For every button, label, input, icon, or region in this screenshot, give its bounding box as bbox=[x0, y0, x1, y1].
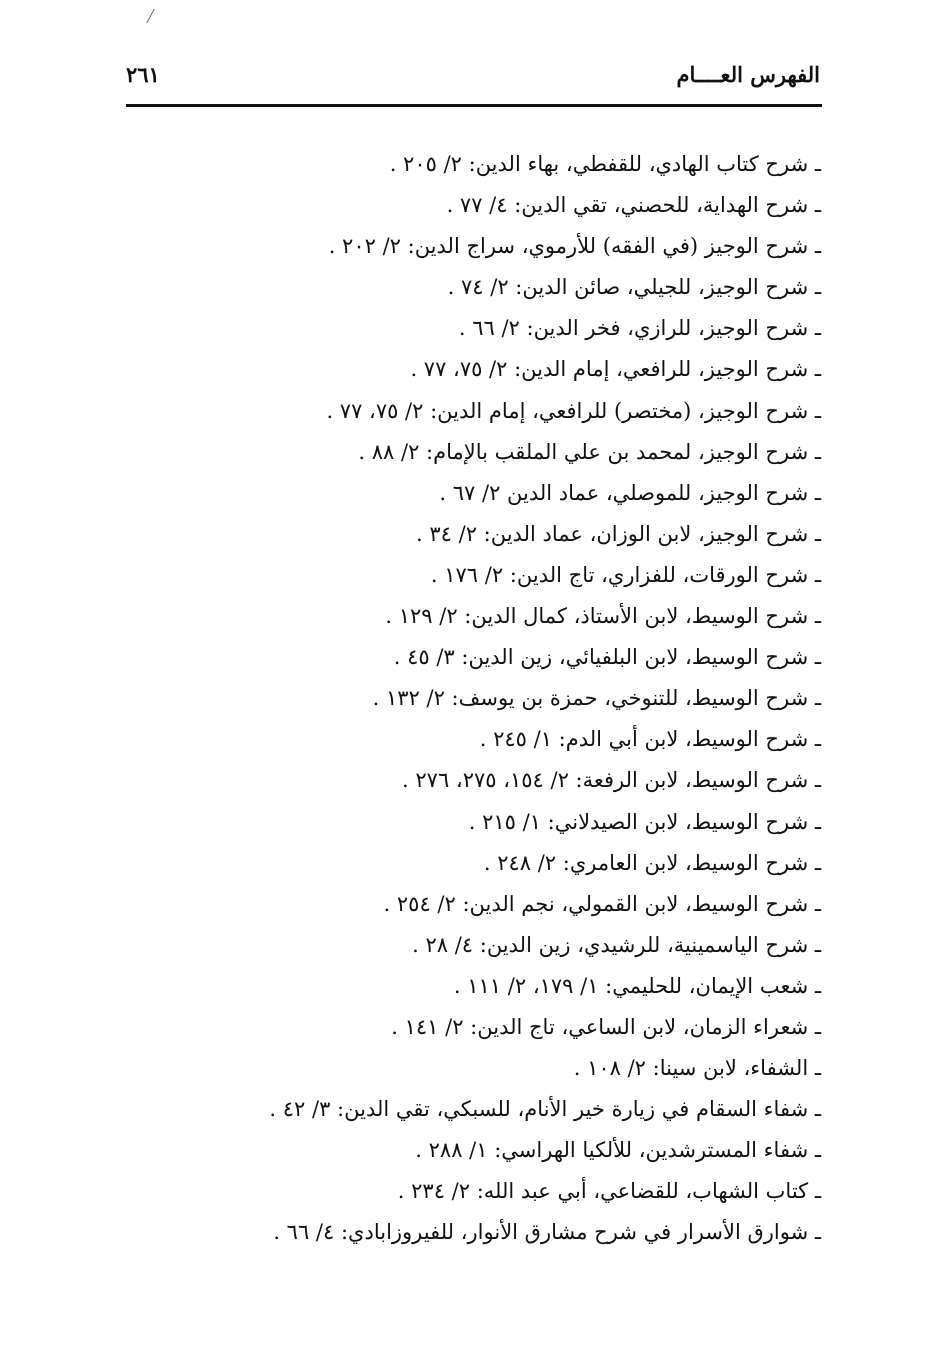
index-entry: ـ شرح الوجيز، لمحمد بن علي الملقب بالإمام: ٢/ ٨٨ . bbox=[358, 439, 821, 464]
index-entry: ـ شرح الياسمينية، للرشيدي، زين الدين: ٤/ ٢٨ . bbox=[412, 932, 821, 957]
index-entry: ـ شعراء الزمان، لابن الساعي، تاج الدين: ٢/ ١٤١ . bbox=[391, 1014, 821, 1039]
index-entry: ـ شرح الوجيز، للرافعي، إمام الدين: ٢/ ٧٥، ٧٧ . bbox=[410, 357, 821, 382]
index-entry: ـ شرح كتاب الهادي، للقفطي، بهاء الدين: ٢/ ٢٠٥ . bbox=[389, 152, 821, 176]
index-entry: ـ شفاء المسترشدين، للألكيا الهراسي: ١/ ٢٨٨ . bbox=[415, 1138, 821, 1163]
scan-mark bbox=[146, 9, 154, 24]
index-entry: ـ شرح الورقات، للفزاري، تاج الدين: ٢/ ١٧٦ . bbox=[430, 562, 821, 587]
index-entry: ـ شعب الإيمان، للحليمي: ١/ ١٧٩، ٢/ ١١١ . bbox=[453, 973, 821, 998]
index-entry: ـ شرح الوجيز، للجيلي، صائن الدين: ٢/ ٧٤ . bbox=[447, 275, 821, 300]
index-entry: ـ شرح الوسيط، لابن الصيدلاني: ١/ ٢١٥ . bbox=[468, 809, 821, 834]
index-entry: ـ شرح الوجيز، للرازي، فخر الدين: ٢/ ٦٦ . bbox=[458, 316, 821, 341]
running-title: الفهرس العــــام bbox=[676, 62, 820, 87]
index-entry: ـ شوارق الأسرار في شرح مشارق الأنوار، للفيروزابادي: ٤/ ٦٦ . bbox=[273, 1220, 821, 1245]
index-entry: ـ شرح الوجيز، (مختصر) للرافعي، إمام الدين: ٢/ ٧٥، ٧٧ . bbox=[326, 398, 821, 423]
index-entry: ـ الشفاء، لابن سينا: ٢/ ١٠٨ . bbox=[573, 1056, 821, 1081]
index-entry: ـ كتاب الشهاب، للقضاعي، أبي عبد الله: ٢/ ٢٣٤ . bbox=[397, 1179, 821, 1204]
index-entry: ـ شرح الوجيز، لابن الوزان، عماد الدين: ٢/ ٣٤ . bbox=[416, 521, 821, 546]
index-entry: ـ شرح الوسيط، لابن الرفعة: ٢/ ١٥٤، ٢٧٥، ٢٧٦ . bbox=[402, 768, 821, 793]
index-entry: ـ شرح الوسيط، لابن العامري: ٢/ ٢٤٨ . bbox=[483, 850, 821, 875]
index-entry: ـ شرح الوسيط، لابن البلفيائي، زين الدين: ٣/ ٤٥ . bbox=[393, 645, 821, 670]
index-entry: ـ شرح الوسيط، لابن أبي الدم: ١/ ٢٤٥ . bbox=[479, 727, 821, 752]
index-entry: ـ شرح الوسيط، لابن الأستاذ، كمال الدين: ٢/ ١٢٩ . bbox=[385, 604, 821, 629]
index-entry: ـ شرح الوسيط، للتنوخي، حمزة بن يوسف: ٢/ ١٣٢ . bbox=[372, 686, 821, 711]
index-entry: ـ شرح الوسيط، لابن القمولي، نجم الدين: ٢/ ٢٥٤ . bbox=[383, 891, 821, 916]
page-header bbox=[126, 62, 820, 98]
index-entries bbox=[121, 144, 821, 1254]
page-number: ٢٦١ bbox=[126, 62, 160, 87]
header-rule bbox=[126, 104, 822, 107]
index-entry: ـ شفاء السقام في زيارة خير الأنام، للسبكي، تقي الدين: ٣/ ٤٢ . bbox=[269, 1097, 821, 1122]
index-entry: ـ شرح الهداية، للحصني، تقي الدين: ٤/ ٧٧ . bbox=[446, 193, 821, 218]
index-entry: ـ شرح الوجيز (في الفقه) للأرموي، سراج الدين: ٢/ ٢٠٢ . bbox=[328, 234, 821, 259]
index-entry: ـ شرح الوجيز، للموصلي، عماد الدين ٢/ ٦٧ . bbox=[439, 480, 821, 505]
